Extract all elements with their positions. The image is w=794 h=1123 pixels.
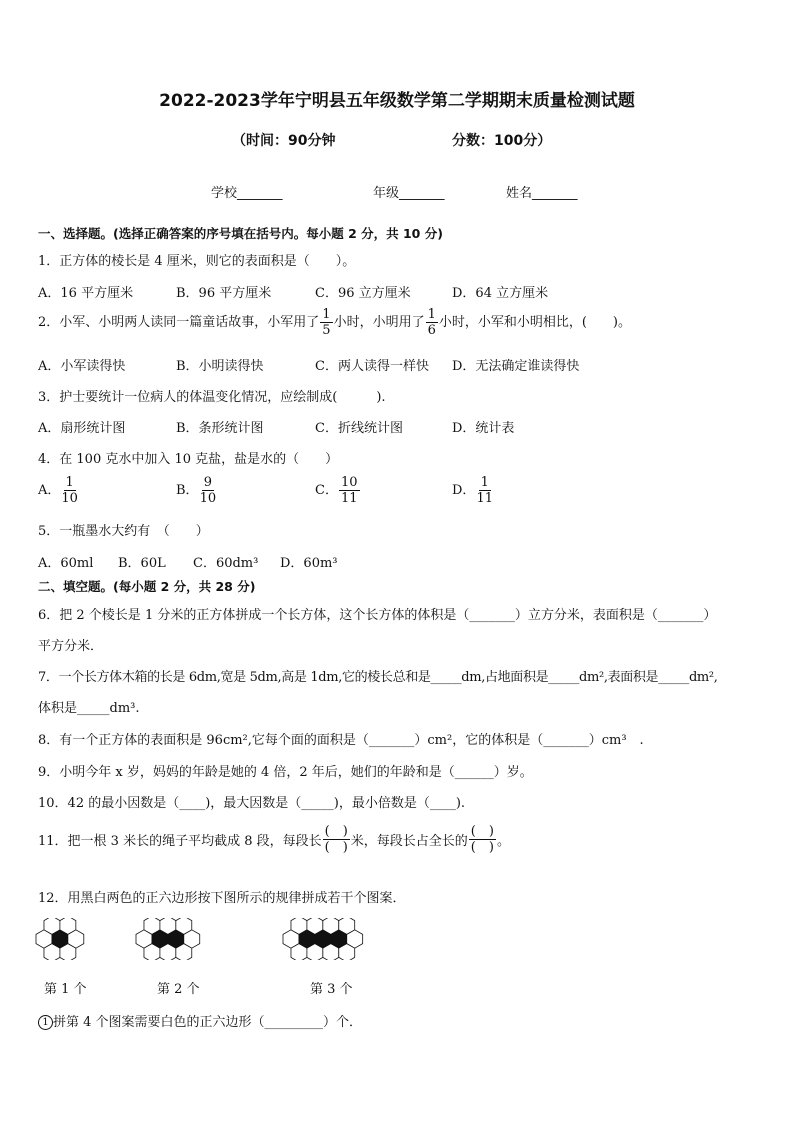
q4-b-num: 9 (203, 475, 212, 490)
q4-option-a-fraction (61, 475, 78, 506)
q4-option-c (315, 475, 361, 506)
question-7-line-1: 7．一个长方体木箱的长是 6dm,宽是 5dm,高是 1dm,它的棱长总和是_____dm,占地面积是_____dm²,表面积是_____dm², (38, 670, 718, 685)
q4-a-num: 1 (65, 475, 74, 490)
q11-blank-fraction-1 (323, 824, 350, 855)
question-12: 12．用黑白两色的正六边形按下图所示的规律拼成若干个图案． (38, 891, 406, 906)
q4-option-d (452, 475, 494, 506)
q4-option-b (176, 475, 217, 506)
question-11 (38, 824, 510, 855)
pattern-3-caption: 第 3 个 (310, 982, 353, 997)
q2-fraction-2-den: 6 (427, 323, 436, 338)
school-blank: _______ (237, 186, 283, 201)
question-6-line-1: 6．把 2 个棱长是 1 分米的正方体拼成一个长方体，这个长方体的体积是（_______）立方分米，表面积是（_______） (38, 608, 717, 623)
hexagon-pattern-2 (134, 918, 234, 960)
q2-text-2: 小时，小明用了 (333, 315, 425, 330)
q5-option-c: C．60dm³ (193, 556, 259, 571)
q4-a-den: 10 (61, 491, 78, 506)
q11-text-2: 米，每段长占全长的 (350, 834, 468, 849)
q11-blank-1-num: ( ) (324, 824, 348, 839)
question-3: 3．护士要统计一位病人的体温变化情况，应绘制成( ). (38, 390, 386, 405)
q11-blank-2-den: ( ) (470, 840, 494, 855)
q4-b-den: 10 (199, 491, 217, 506)
q2-option-b: B．小明读得快 (176, 359, 264, 374)
page-title: 2022-2023学年宁明县五年级数学第二学期期末质量检测试题 (159, 91, 635, 111)
question-9: 9．小明今年 x 岁，妈妈的年龄是她的 4 倍，2 年后，她们的年龄和是（______）岁。 (38, 765, 533, 780)
q2-fraction-2 (426, 307, 438, 338)
q5-option-a: A．60ml (38, 556, 94, 571)
q4-c-den: 11 (340, 491, 358, 506)
q3-option-d: D．统计表 (452, 421, 515, 436)
time-label: （时间：90分钟 (232, 133, 336, 149)
hexagon-pattern-3 (281, 918, 409, 960)
q4-d-num: 1 (480, 475, 489, 490)
q4-option-b-label: B． (176, 483, 199, 498)
question-12-sub-1 (38, 1011, 362, 1030)
q1-option-a: A．16 平方厘米 (38, 286, 134, 301)
section-1-heading: 一、选择题。(选择正确答案的序号填在括号内。每小题 2 分，共 10 分) (38, 226, 443, 241)
q11-blank-fraction-2 (469, 824, 496, 855)
q4-option-d-label: D． (452, 483, 476, 498)
q2-text-1: 2．小军、小明两人读同一篇童话故事，小军用了 (38, 315, 320, 330)
question-5: 5．一瓶墨水大约有 （ ） (38, 524, 209, 539)
circled-number-1: 1 (38, 1015, 53, 1030)
q5-option-b: B．60L (118, 556, 166, 571)
question-8: 8．有一个正方体的表面积是 96cm²,它每个面的面积是（_______）cm²，它的体积是（_______）cm³ . (38, 733, 644, 748)
q4-option-a (38, 475, 79, 506)
q2-option-a: A．小军读得快 (38, 359, 126, 374)
q4-option-d-fraction (476, 475, 493, 506)
q11-text-1: 11．把一根 3 米长的绳子平均截成 8 段，每段长 (38, 834, 322, 849)
question-2 (38, 307, 631, 338)
q5-option-d: D．60m³ (280, 556, 338, 571)
q12-sub-text: 拼第 4 个图案需要白色的正六边形（_________）个． (53, 1015, 363, 1030)
q1-option-c: C．96 立方厘米 (315, 286, 411, 301)
question-6-line-2: 平方分米． (38, 639, 104, 654)
q2-text-3: 小时，小军和小明相比，( )。 (438, 315, 632, 330)
q1-option-d: D．64 立方厘米 (452, 286, 549, 301)
q4-option-c-fraction (339, 475, 360, 506)
q2-option-d: D．无法确定谁读得快 (452, 359, 580, 374)
name-blank: _______ (532, 186, 578, 201)
q4-d-den: 11 (476, 491, 493, 506)
q2-fraction-1-den: 5 (322, 323, 331, 338)
q4-option-b-fraction (200, 475, 217, 506)
pattern-2-caption: 第 2 个 (157, 982, 200, 997)
q11-blank-2-num: ( ) (470, 824, 494, 839)
q2-fraction-1 (320, 307, 332, 338)
name-label: 姓名 (506, 186, 533, 201)
q3-option-b: B．条形统计图 (176, 421, 264, 436)
grade-label: 年级 (373, 186, 400, 201)
name-field (506, 182, 578, 201)
section-2-heading: 二、填空题。(每小题 2 分，共 28 分) (38, 579, 256, 594)
q3-option-c: C．折线统计图 (315, 421, 403, 436)
question-7-line-2: 体积是_____dm³. (38, 701, 140, 716)
q2-fraction-1-num: 1 (322, 307, 331, 322)
question-4: 4．在 100 克水中加入 10 克盐，盐是水的（ ） (38, 452, 339, 467)
grade-blank: _______ (399, 186, 445, 201)
q2-fraction-2-num: 1 (427, 307, 436, 322)
q4-option-a-label: A． (38, 483, 61, 498)
q1-option-b: B．96 平方厘米 (176, 286, 272, 301)
q11-text-3: 。 (496, 834, 510, 849)
score-label: 分数：100分） (452, 133, 552, 149)
hexagon-pattern-1 (34, 918, 96, 960)
q11-blank-1-den: ( ) (324, 840, 348, 855)
q4-option-c-label: C． (315, 483, 338, 498)
question-1: 1．正方体的棱长是 4 厘米，则它的表面积是（ ）。 (38, 254, 356, 269)
pattern-1-caption: 第 1 个 (44, 982, 87, 997)
q3-option-a: A．扇形统计图 (38, 421, 126, 436)
question-10: 10．42 的最小因数是（____)，最大因数是（_____)，最小倍数是（____). (38, 796, 466, 811)
q2-option-c: C．两人读得一样快 (315, 359, 429, 374)
grade-field (373, 182, 445, 201)
school-label: 学校 (211, 186, 238, 201)
school-field (211, 182, 283, 201)
q4-c-num: 10 (340, 475, 358, 490)
